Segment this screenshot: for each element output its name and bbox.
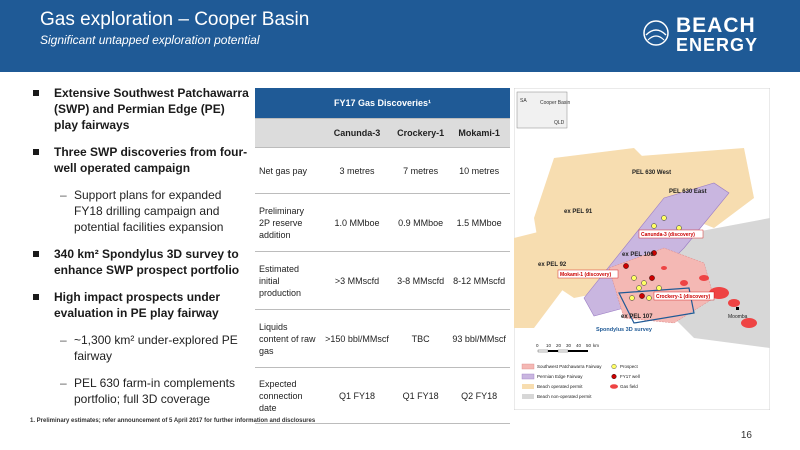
sub-bullet-item [30,187,252,235]
table-caption: FY17 Gas Discoveries¹ [255,88,510,119]
table-row [255,194,510,252]
scale-bar [538,350,588,352]
page-number: 16 [740,430,752,441]
logo-text-line1: BEACH [676,14,756,37]
sub-bullet-item [30,375,252,407]
dash-icon: – [60,188,67,202]
bullet-item: Extensive Southwest Patchawarra (SWP) and Permian Edge (PE) play fairways [30,85,252,133]
permit-label: ex PEL 92 [538,262,567,268]
table-cell: >150 bbl/MMscf [321,310,393,368]
column-header: Canunda-3 [321,119,393,148]
legend-label: FY17 well [620,374,640,379]
table-cell: 3 metres [321,148,393,194]
scale-tick: 0 [536,343,539,348]
well-label: Crockery-1 (discovery) [656,294,711,300]
dash-icon: – [60,376,67,390]
sub-bullet-text: PEL 630 farm-in complements portfolio; full 3D coverage [74,376,235,406]
legend-label: Beach non-operated permit [537,394,592,399]
scale-tick: 20 [556,343,562,348]
bullet-item: 340 km² Spondylus 3D survey to enhance SWP prospect portfolio [30,246,252,278]
table-cell: 0.9 MMboe [393,194,448,252]
inset-state-label: SA [520,98,527,104]
beach-energy-logo [642,12,772,60]
well-label: Mokami-1 (discovery) [560,272,612,278]
scale-tick: 50 [586,343,592,348]
cooper-basin-map [514,88,770,410]
sub-bullet-text: ~1,300 km² under-explored PE fairway [74,333,238,363]
bullet-item: High impact prospects under evaluation in PE play fairway [30,289,252,321]
legend-label: Beach operated permit [537,384,583,389]
scale-unit: km [593,343,599,348]
row-label: Estimated initial production [255,252,321,310]
permit-label: ex PEL 107 [621,314,653,320]
logo-text-line2: ENERGY [676,35,759,55]
legend-label: Prospect [620,364,638,369]
discoveries-table [255,88,510,424]
row-label: Preliminary 2P reserve addition [255,194,321,252]
bullet-item: Three SWP discoveries from four-well operated campaign [30,144,252,176]
table-row [255,368,510,424]
permit-label: PEL 630 West [632,170,672,176]
table-cell: Q1 FY18 [321,368,393,424]
permit-label: PEL 630 East [669,189,707,195]
town-label: Moomba [728,314,748,320]
sub-bullet-item [30,332,252,364]
table-cell: Q2 FY18 [448,368,510,424]
inset-q-label: QLD [554,120,565,126]
table-cell: >3 MMscfd [321,252,393,310]
row-label: Expected connection date [255,368,321,424]
bullet-list [30,85,252,418]
scale-tick: 40 [576,343,582,348]
table-corner [255,119,321,148]
column-header: Mokami-1 [448,119,510,148]
dash-icon: – [60,333,67,347]
table-cell: 8-12 MMscfd [448,252,510,310]
footnote: 1. Preliminary estimates; refer announcement of 5 April 2017 for further information and disclosures [30,418,316,424]
well-label: Canunda-3 (discovery) [641,232,695,238]
table-cell: 3-8 MMscfd [393,252,448,310]
table-cell: 10 metres [448,148,510,194]
legend-label: Gas field [620,384,638,389]
table-cell: 7 metres [393,148,448,194]
survey-label: Spondylus 3D survey [596,327,652,333]
header-bar [0,0,800,72]
table-row [255,310,510,368]
table-cell: TBC [393,310,448,368]
town-marker-icon [736,307,739,310]
page-subtitle: Significant untapped exploration potential [40,33,260,47]
inset-basin-label: Cooper Basin [540,100,571,106]
column-header: Crockery-1 [393,119,448,148]
page-title: Gas exploration – Cooper Basin [40,9,310,30]
row-label: Net gas pay [255,148,321,194]
table-cell: 1.0 MMboe [321,194,393,252]
logo-mark-icon [642,15,678,51]
table-cell: 93 bbl/MMscf [448,310,510,368]
table-row [255,148,510,194]
legend-label: Southwest Patchawarra Fairway [537,364,602,369]
permit-label: ex PEL 91 [564,209,593,215]
scale-tick: 30 [566,343,572,348]
permit-label: ex PEL 106 [622,252,654,258]
table-row [255,252,510,310]
legend-label: Permian Edge Fairway [537,374,583,379]
sub-bullet-text: Support plans for expanded FY18 drilling campaign and potential facilities expansion [74,188,224,234]
row-label: Liquids content of raw gas [255,310,321,368]
scale-tick: 10 [546,343,552,348]
table-cell: Q1 FY18 [393,368,448,424]
table-cell: 1.5 MMboe [448,194,510,252]
